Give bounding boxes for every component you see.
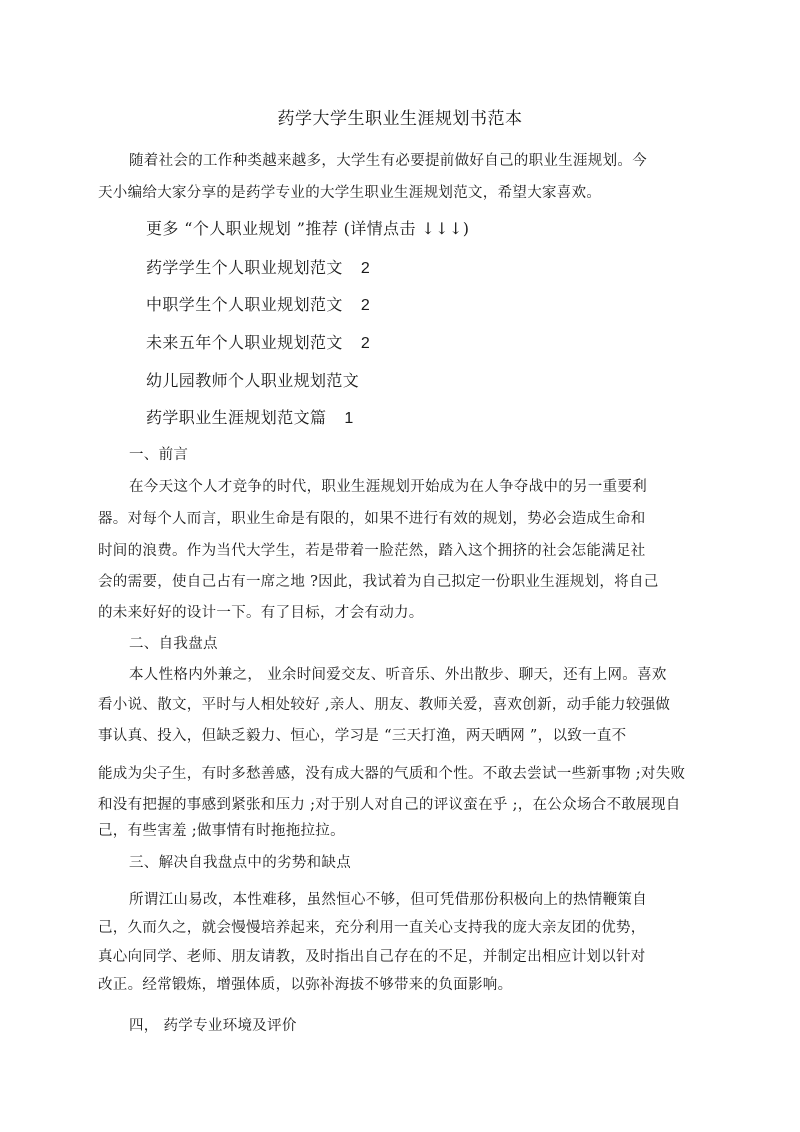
related-link-label[interactable]: 未来五年个人职业规划范文 bbox=[146, 333, 343, 352]
paragraph-line: 真心向同学、老师、朋友请教，及时指出自己存在的不足，并制定出相应计划以针对 bbox=[98, 949, 646, 965]
paragraph-line: 会的需要，使自己占有一席之地 ?因此，我试着为自己拟定一份职业生涯规划，将自己 bbox=[98, 574, 659, 590]
paragraph-line: 看小说、散文，平时与人相处较好 ,亲人、朋友、教师关爱，喜欢创新，动手能力较强做 bbox=[98, 697, 671, 713]
section-heading: 四， 药学专业环境及评价 bbox=[129, 1018, 297, 1034]
paragraph-line: 的未来好好的设计一下。有了目标，才会有动力。 bbox=[98, 605, 424, 621]
paragraph-line: 和没有把握的事感到紧张和压力 ;对于别人对自己的评议蛮在乎 ;，在公众场合不敢展现自 bbox=[98, 797, 681, 813]
paragraph-line: 所谓江山易改，本性难移，虽然恒心不够，但可凭借那份积极向上的热情鞭策自 bbox=[129, 892, 647, 908]
paragraph-line: 改正。经常锻炼，增强体质，以弥补海拔不够带来的负面影响。 bbox=[98, 977, 513, 993]
related-link-label[interactable]: 中职学生个人职业规划范文 bbox=[146, 295, 343, 314]
paragraph-line: 己，久而久之，就会慢慢培养起来，充分利用一直关心支持我的庞大亲友团的优势， bbox=[98, 920, 646, 936]
paragraph-line: 己，有些害羞 ;做事情有时拖拖拉拉。 bbox=[98, 823, 345, 839]
related-link-label[interactable]: 药学学生个人职业规划范文 bbox=[146, 258, 343, 277]
intro-line: 随着社会的工作种类越来越多，大学生有必要提前做好自己的职业生涯规划。今 bbox=[129, 153, 647, 169]
paragraph-line: 在今天这个人才竞争的时代，职业生涯规划开始成为在人争夺战中的另一重要利 bbox=[129, 479, 647, 495]
related-link-number: 2 bbox=[360, 335, 371, 352]
paragraph-line: 事认真、投入，但缺乏毅力、恒心，学习是 “三天打渔，两天晒网 ”，以致一直不 bbox=[98, 728, 627, 744]
paragraph-line: 本人性格内外兼之， 业余时间爱交友、听音乐、外出散步、聊天，还有上网。喜欢 bbox=[129, 667, 667, 683]
related-link-number: 2 bbox=[360, 297, 371, 314]
section-heading: 二、自我盘点 bbox=[129, 636, 218, 652]
related-link-item[interactable] bbox=[146, 294, 370, 317]
related-link-item[interactable] bbox=[146, 257, 370, 280]
section-heading: 三、解决自我盘点中的劣势和缺点 bbox=[129, 855, 351, 871]
related-link-label[interactable]: 幼儿园教师个人职业规划范文 bbox=[146, 371, 360, 390]
document-title: 药学大学生职业生涯规划书范本 bbox=[277, 109, 523, 129]
related-link-number: 2 bbox=[360, 260, 371, 277]
related-link-item[interactable] bbox=[146, 370, 359, 392]
intro-line: 天小编给大家分享的是药学专业的大学生职业生涯规划范文，希望大家喜欢。 bbox=[98, 185, 602, 201]
paragraph-line: 器。对每个人而言，职业生命是有限的，如果不进行有效的规划，势必会造成生命和 bbox=[98, 511, 646, 527]
related-link-number: 1 bbox=[344, 410, 354, 427]
paragraph-line: 能成为尖子生，有时多愁善感，没有成大器的气质和个性。不敢去尝试一些新事物 ;对失败 bbox=[98, 766, 686, 782]
related-link-item[interactable] bbox=[146, 407, 354, 430]
section-heading: 一、前言 bbox=[129, 447, 189, 463]
paragraph-line: 时间的浪费。作为当代大学生，若是带着一脸茫然，踏入这个拥挤的社会怎能满足社 bbox=[98, 543, 646, 559]
related-link-item[interactable] bbox=[146, 332, 370, 355]
related-link-label[interactable]: 药学职业生涯规划范文篇 bbox=[146, 408, 327, 427]
related-header: 更多 “个人职业规划 ”推荐 (详情点击 ↓↓↓) bbox=[146, 219, 470, 238]
